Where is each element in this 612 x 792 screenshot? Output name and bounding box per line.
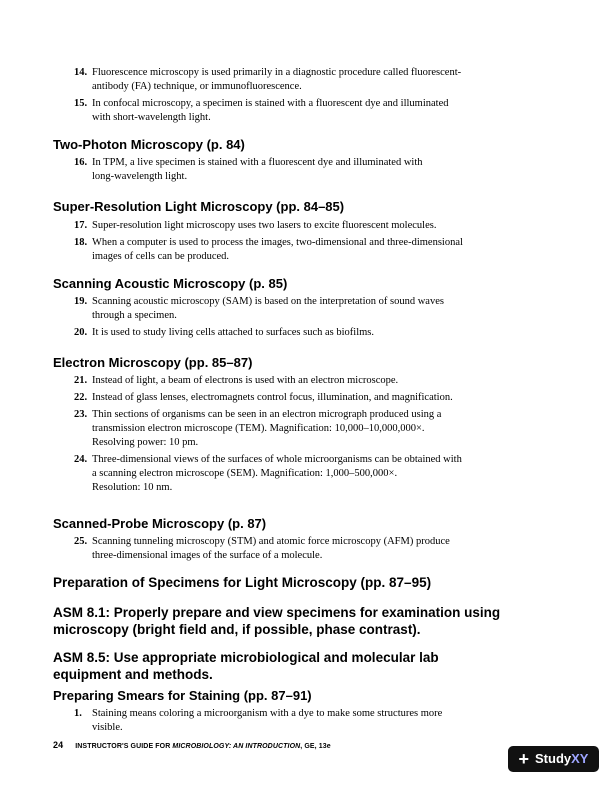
logo-wordmark [535, 746, 588, 772]
footer-book-title: MICROBIOLOGY: AN INTRODUCTION [172, 743, 301, 750]
item-text-cont: with short-wavelength light. [92, 112, 211, 123]
list-smears [74, 707, 508, 735]
section-heading-preparation: Preparation of Specimens for Light Microscopy (pp. 87–95) [53, 575, 432, 590]
item-number: 19. [74, 296, 88, 307]
list-item [74, 453, 508, 495]
list-super-resolution [74, 219, 508, 264]
list-two-photon [74, 156, 508, 184]
item-text: Instead of glass lenses, electromagnets control focus, illumination, and magnification. [92, 392, 453, 403]
item-number: 16. [74, 157, 88, 168]
asm-8-1-line1: ASM 8.1: Properly prepare and view specimens for examination using [53, 605, 501, 620]
asm-8-5-line2: equipment and methods. [53, 667, 213, 682]
item-text: Fluorescence microscopy is used primarily in a diagnostic procedure called fluorescent- [92, 67, 462, 78]
list-item [74, 236, 508, 264]
asm-8-1-heading [53, 604, 573, 638]
item-text: Thin sections of organisms can be seen in an electron micrograph produced using a [92, 409, 442, 420]
asm-8-1-line2: microscopy (bright field and, if possible, phase contrast). [53, 622, 421, 637]
item-text-cont: three-dimensional images of the surface of a molecule. [92, 550, 323, 561]
list-item [74, 326, 508, 340]
item-text: It is used to study living cells attached to surfaces such as biofilms. [92, 327, 374, 338]
list-item [74, 66, 508, 94]
footer-suffix: , GE, 13e [300, 743, 331, 750]
list-item [74, 374, 508, 388]
item-text: Super-resolution light microscopy uses two lasers to excite fluorescent molecules. [92, 220, 437, 231]
item-number: 17. [74, 220, 88, 231]
item-text: When a computer is used to process the images, two-dimensional and three-dimensional [92, 237, 463, 248]
item-number: 15. [74, 98, 88, 109]
list-top [74, 66, 508, 125]
item-number: 22. [74, 392, 88, 403]
section-heading-smears: Preparing Smears for Staining (pp. 87–91) [53, 688, 312, 703]
item-text: Staining means coloring a microorganism with a dye to make some structures more [92, 708, 443, 719]
item-text: Three-dimensional views of the surfaces of whole microorganisms can be obtained with [92, 454, 462, 465]
section-heading-super-resolution: Super-Resolution Light Microscopy (pp. 84–85) [53, 199, 345, 214]
list-item [74, 156, 508, 184]
list-scanned-probe [74, 535, 508, 563]
studyxy-logo[interactable] [508, 746, 599, 772]
item-text: Scanning acoustic microscopy (SAM) is based on the interpretation of sound waves [92, 296, 444, 307]
item-text-cont: antibody (FA) technique, or immunofluorescence. [92, 81, 302, 92]
item-text-cont: Resolving power: 10 pm. [92, 437, 199, 448]
item-text-cont: transmission electron microscope (TEM). Magnification: 10,000–10,000,000×. [92, 423, 425, 434]
item-text: In confocal microscopy, a specimen is stained with a fluorescent dye and illuminated [92, 98, 449, 109]
logo-study: Study [535, 751, 572, 766]
list-electron [74, 374, 508, 495]
list-item [74, 535, 508, 563]
list-item [74, 408, 508, 450]
list-item [74, 97, 508, 125]
item-text-cont: through a specimen. [92, 310, 177, 321]
list-item [74, 219, 508, 233]
logo-xy: XY [571, 751, 589, 766]
section-heading-electron: Electron Microscopy (pp. 85–87) [53, 355, 253, 370]
item-number: 1. [74, 708, 82, 719]
list-item [74, 295, 508, 323]
page-footer [53, 740, 331, 750]
item-number: 21. [74, 375, 88, 386]
plus-icon: + [518, 749, 530, 769]
list-item [74, 707, 508, 735]
item-text-cont: visible. [92, 722, 123, 733]
list-item [74, 391, 508, 405]
list-acoustic [74, 295, 508, 340]
asm-8-5-heading [53, 649, 573, 683]
item-text: Scanning tunneling microscopy (STM) and atomic force microscopy (AFM) produce [92, 536, 450, 547]
section-heading-acoustic: Scanning Acoustic Microscopy (p. 85) [53, 276, 288, 291]
page-number: 24 [53, 740, 64, 750]
section-heading-two-photon: Two-Photon Microscopy (p. 84) [53, 137, 245, 152]
item-number: 25. [74, 536, 88, 547]
item-text: Instead of light, a beam of electrons is used with an electron microscope. [92, 375, 399, 386]
item-text-cont: Resolution: 10 nm. [92, 482, 173, 493]
item-number: 18. [74, 237, 88, 248]
item-text: In TPM, a live specimen is stained with a fluorescent dye and illuminated with [92, 157, 423, 168]
section-heading-scanned-probe: Scanned-Probe Microscopy (p. 87) [53, 516, 267, 531]
footer-prefix: INSTRUCTOR'S GUIDE FOR [75, 743, 173, 750]
asm-8-5-line1: ASM 8.5: Use appropriate microbiological and molecular lab [53, 650, 439, 665]
item-number: 23. [74, 409, 88, 420]
item-number: 24. [74, 454, 88, 465]
item-text-cont: long-wavelength light. [92, 171, 188, 182]
item-number: 20. [74, 327, 88, 338]
item-text-cont: a scanning electron microscope (SEM). Magnification: 1,000–500,000×. [92, 468, 398, 479]
item-number: 14. [74, 67, 88, 78]
item-text-cont: images of cells can be produced. [92, 251, 230, 262]
